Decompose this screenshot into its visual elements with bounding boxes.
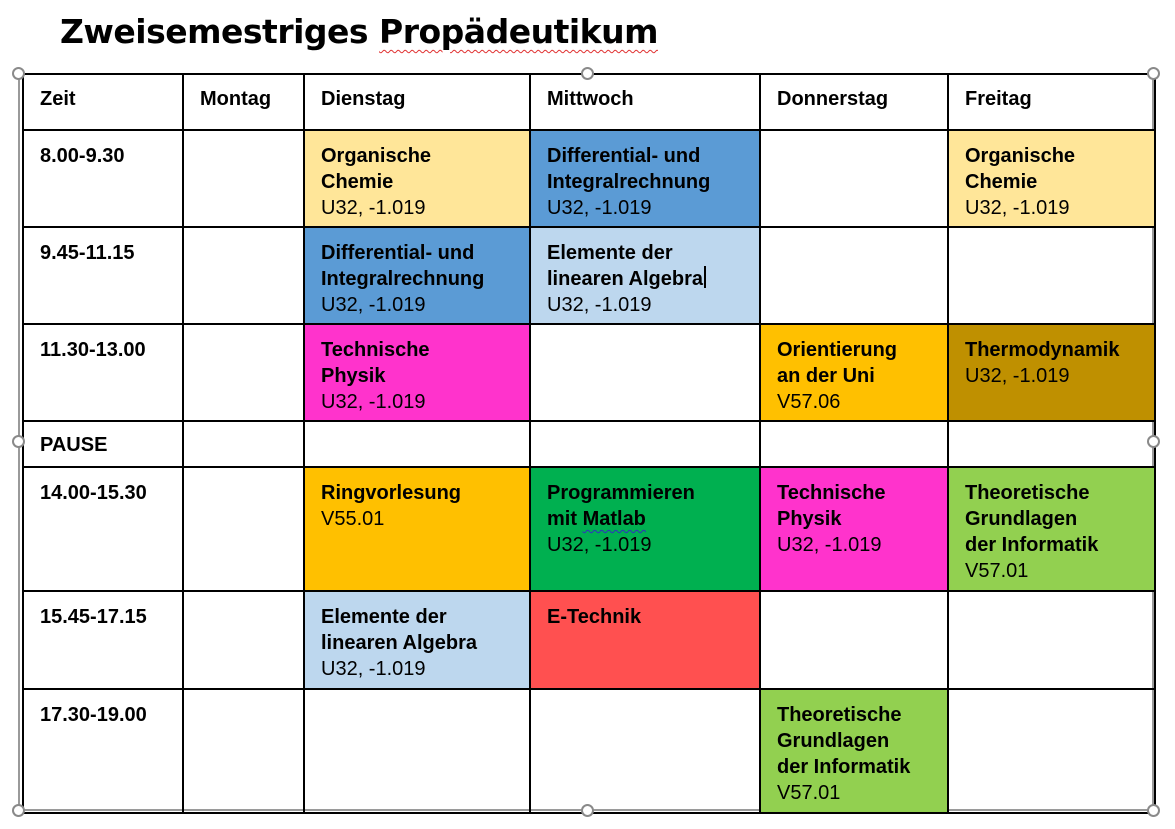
course-room: U32, -1.019 xyxy=(321,391,426,413)
empty-cell[interactable] xyxy=(183,467,304,591)
course-cell-lineare-algebra[interactable] xyxy=(530,227,760,324)
course-title: Differential- und Integralrechnung xyxy=(547,145,711,193)
header-dienstag[interactable]: Dienstag xyxy=(304,74,530,130)
title-text-spellcheck: Propädeutikum xyxy=(379,12,658,51)
time-cell[interactable]: 9.45-11.15 xyxy=(23,227,183,324)
empty-cell[interactable] xyxy=(760,421,948,467)
resize-handle-top-left[interactable] xyxy=(12,67,25,80)
course-title: Programmieren xyxy=(547,482,695,504)
empty-cell[interactable] xyxy=(183,130,304,227)
course-room: U32, -1.019 xyxy=(321,658,426,680)
course-title: Elemente der linearen Algebra xyxy=(321,606,477,654)
course-title: Theoretische Grundlagen der Informatik xyxy=(965,482,1099,556)
table-row xyxy=(23,130,1155,227)
table-row xyxy=(23,689,1155,813)
empty-cell[interactable] xyxy=(948,689,1155,813)
timetable[interactable] xyxy=(22,73,1156,814)
course-title: Orientierung an der Uni xyxy=(777,339,898,387)
time-cell[interactable]: 14.00-15.30 xyxy=(23,467,183,591)
resize-handle-bottom-middle[interactable] xyxy=(581,804,594,817)
header-row xyxy=(23,74,1155,130)
course-cell-ringvorlesung[interactable] xyxy=(304,467,530,591)
document-title xyxy=(60,12,658,51)
time-cell[interactable]: 11.30-13.00 xyxy=(23,324,183,421)
course-title: Organische Chemie xyxy=(321,145,432,193)
resize-handle-top-right[interactable] xyxy=(1147,67,1160,80)
empty-cell[interactable] xyxy=(760,227,948,324)
course-title-spellcheck: Matlab xyxy=(582,508,646,530)
course-cell-technische-physik[interactable] xyxy=(760,467,948,591)
table-row xyxy=(23,324,1155,421)
course-cell-theoretische-informatik[interactable] xyxy=(760,689,948,813)
course-title-line2 xyxy=(547,506,759,532)
empty-cell[interactable] xyxy=(304,421,530,467)
empty-cell[interactable] xyxy=(948,421,1155,467)
course-room: U32, -1.019 xyxy=(965,197,1070,219)
empty-cell[interactable] xyxy=(304,689,530,813)
course-room: U32, -1.019 xyxy=(965,365,1070,387)
empty-cell[interactable] xyxy=(948,591,1155,689)
course-title: Technische Physik xyxy=(321,339,430,387)
resize-handle-top-middle[interactable] xyxy=(581,67,594,80)
course-room: V57.01 xyxy=(965,560,1029,582)
resize-handle-middle-right[interactable] xyxy=(1147,435,1160,448)
empty-cell[interactable] xyxy=(183,689,304,813)
course-room: U32, -1.019 xyxy=(321,294,426,316)
course-cell-differentialrechnung[interactable] xyxy=(530,130,760,227)
table-row xyxy=(23,467,1155,591)
table-row-pause xyxy=(23,421,1155,467)
course-title-part: mit xyxy=(547,508,583,530)
course-cell-lineare-algebra[interactable] xyxy=(304,591,530,689)
header-montag[interactable]: Montag xyxy=(183,74,304,130)
course-title: Theoretische Grundlagen der Informatik xyxy=(777,704,911,778)
course-cell-differentialrechnung[interactable] xyxy=(304,227,530,324)
header-freitag[interactable]: Freitag xyxy=(948,74,1155,130)
resize-handle-middle-left[interactable] xyxy=(12,435,25,448)
time-cell[interactable]: 17.30-19.00 xyxy=(23,689,183,813)
text-cursor xyxy=(704,266,706,288)
header-zeit[interactable]: Zeit xyxy=(23,74,183,130)
resize-handle-bottom-left[interactable] xyxy=(12,804,25,817)
empty-cell[interactable] xyxy=(530,421,760,467)
empty-cell[interactable] xyxy=(530,689,760,813)
course-title-with-cursor xyxy=(547,240,759,292)
course-cell-theoretische-informatik[interactable] xyxy=(948,467,1155,591)
course-room: U32, -1.019 xyxy=(547,294,652,316)
empty-cell[interactable] xyxy=(183,421,304,467)
course-room: V57.01 xyxy=(777,782,841,804)
course-cell-organische-chemie[interactable] xyxy=(948,130,1155,227)
course-title: Ringvorlesung xyxy=(321,482,462,504)
course-title: Technische Physik xyxy=(777,482,886,530)
course-room: U32, -1.019 xyxy=(777,534,882,556)
course-cell-thermodynamik[interactable] xyxy=(948,324,1155,421)
header-donnerstag[interactable]: Donnerstag xyxy=(760,74,948,130)
course-title: Elemente der linearen Algebra xyxy=(547,242,703,290)
course-cell-orientierung[interactable] xyxy=(760,324,948,421)
time-cell[interactable]: 15.45-17.15 xyxy=(23,591,183,689)
header-mittwoch[interactable]: Mittwoch xyxy=(530,74,760,130)
time-cell[interactable]: PAUSE xyxy=(23,421,183,467)
empty-cell[interactable] xyxy=(183,591,304,689)
course-cell-organische-chemie[interactable] xyxy=(304,130,530,227)
empty-cell[interactable] xyxy=(530,324,760,421)
course-title: Thermodynamik xyxy=(965,339,1120,361)
empty-cell[interactable] xyxy=(183,324,304,421)
course-title: E-Technik xyxy=(547,606,642,628)
course-room: V55.01 xyxy=(321,508,385,530)
course-room: U32, -1.019 xyxy=(547,197,652,219)
time-cell[interactable]: 8.00-9.30 xyxy=(23,130,183,227)
empty-cell[interactable] xyxy=(948,227,1155,324)
course-cell-programmieren[interactable] xyxy=(530,467,760,591)
course-room: U32, -1.019 xyxy=(547,534,652,556)
table-row xyxy=(23,591,1155,689)
course-room: U32, -1.019 xyxy=(321,197,426,219)
empty-cell[interactable] xyxy=(183,227,304,324)
course-title: Differential- und Integralrechnung xyxy=(321,242,485,290)
course-title: Organische Chemie xyxy=(965,145,1076,193)
empty-cell[interactable] xyxy=(760,130,948,227)
title-text-plain: Zweisemestriges xyxy=(60,12,380,51)
resize-handle-bottom-right[interactable] xyxy=(1147,804,1160,817)
course-cell-e-technik[interactable] xyxy=(530,591,760,689)
empty-cell[interactable] xyxy=(760,591,948,689)
course-room: V57.06 xyxy=(777,391,841,413)
table-row xyxy=(23,227,1155,324)
course-cell-technische-physik[interactable] xyxy=(304,324,530,421)
